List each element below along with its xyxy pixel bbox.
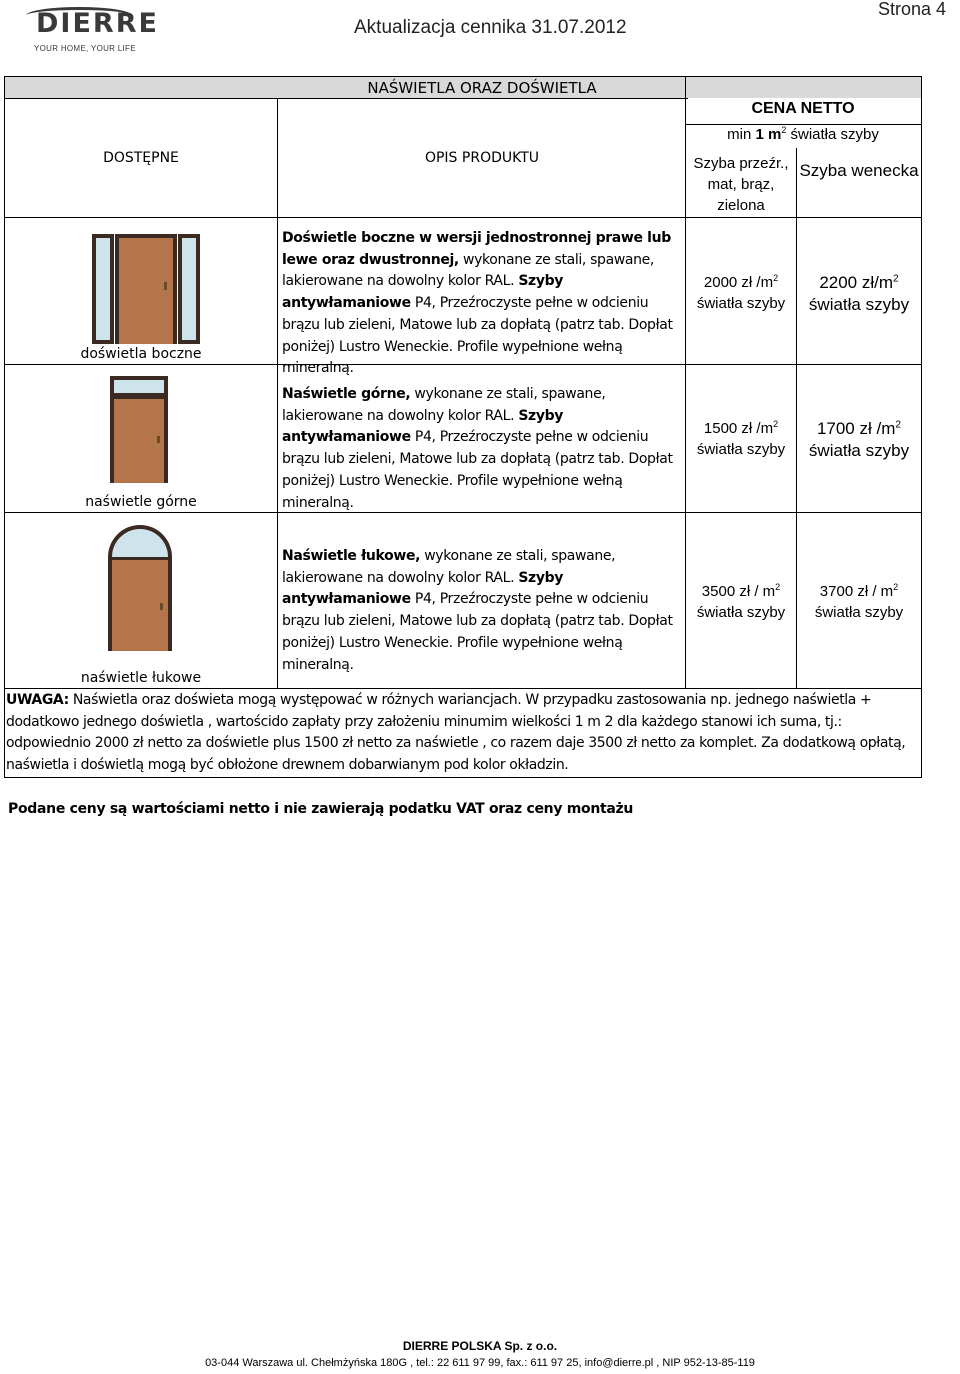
row-label: doświetla boczne (80, 346, 202, 362)
row-label: naświetle górne (85, 494, 197, 510)
column-header-glass-standard: Szyba przeźr., mat, brąz, zielona (693, 155, 789, 214)
price-standard: 1500 zł $/m^2$ światła szyby (696, 419, 786, 458)
column-header-description: OPIS PRODUKTU (424, 150, 540, 166)
company-name: DIERRE POLSKA Sp. z o.o. (402, 1339, 558, 1353)
company-address: 03-044 Warszawa ul. Chełmżyńska 180G , tel.: 22 611 97 99, fax.: 611 97 25, info@dierre.pl , NIP 952-13-85-119 (205, 1357, 755, 1369)
price-unit: min 1 $m^2$ światła szyby (727, 125, 879, 143)
row-description: Doświetle boczne w wersji jednostronnej prawe lub lewe oraz dwustronnej, wykonane ze stali, spawane, lakierowane na dowolny kolor RAL. Szyby antywłamaniowe P4, Przeźroczyste pełne w odcieniu brązu lub zieleni, Matowe lub za dopłatą (patrz tab. Dopłat poniżej) Lustro Weneckie. Profile wypełnione wełną mineralną. (282, 230, 673, 377)
row-description: Naświetle górne, wykonane ze stali, spawane, lakierowane na dowolny kolor RAL. Szyby antywłamaniowe P4, Przeźroczyste pełne w odcieniu brązu lub zieleni, Matowe lub za dopłatą (patrz tab. Dopłat poniżej) Lustro Weneckie. Profile wypełnione wełną mineralną. (282, 386, 673, 511)
row-description: Naświetle łukowe, wykonane ze stali, spawane, lakierowane na dowolny kolor RAL. Szyby antywłamaniowe P4, Przeźroczyste pełne w odcieniu brązu lub zieleni, Matowe lub za dopłatą (patrz tab. Dopłat poniżej) Lustro Weneckie. Profile wypełnione wełną mineralną. (282, 548, 673, 673)
row-label: naświetle łukowe (80, 670, 202, 686)
price-venetian: 3700 zł / $m^2$ światła szyby (814, 582, 904, 621)
price-venetian: 2200 $zł/m^2$ światła szyby (808, 273, 910, 314)
table-title: NAŚWIETLA ORAZ DOŚWIETLA (367, 79, 597, 97)
column-header-available: DOSTĘPNE (103, 150, 179, 166)
logo: DIERRE (36, 8, 159, 39)
logo-tagline: YOUR HOME, YOUR LIFE (34, 44, 136, 53)
column-header-price: CENA NETTO (751, 100, 855, 117)
door-transom-image (110, 376, 170, 484)
price-standard: 3500 zł / $m^2$ światła szyby (696, 582, 786, 621)
vat-note: Podane ceny są wartościami netto i nie zawierają podatku VAT oraz ceny montażu (8, 801, 634, 817)
price-standard: 2000 zł $/m^2$ światła szyby (696, 273, 786, 312)
door-arched-image (108, 525, 172, 651)
page-title: Aktualizacja cennika 31.07.2012 (354, 17, 627, 38)
column-header-glass-venetian: Szyba wenecka (799, 161, 919, 180)
door-sidelights-image (92, 234, 200, 346)
table-note: UWAGA: Naświetla oraz doświeta mogą występować w różnych wariancjach. W przypadku zastosowania np. jednego naświetla + dodatkowo jednego doświetla , wartoścido zapłaty przy założeniu minumim wielkości 1 m 2 dla każdego stanowi ich suma, tj.: odpowiednio 2000 zł netto za doświetle plus 1500 zł netto za naświetle , co razem daje 3500 zł netto za komplet. Za dodatkową opłatą, naświetla i doświetlą mogą być obłożone drewnem dobarwianym pod kolor okładzin. (6, 692, 906, 773)
page-number: Strona 4 (877, 0, 946, 19)
price-venetian: 1700 zł $/m^2$ światła szyby (808, 419, 910, 460)
